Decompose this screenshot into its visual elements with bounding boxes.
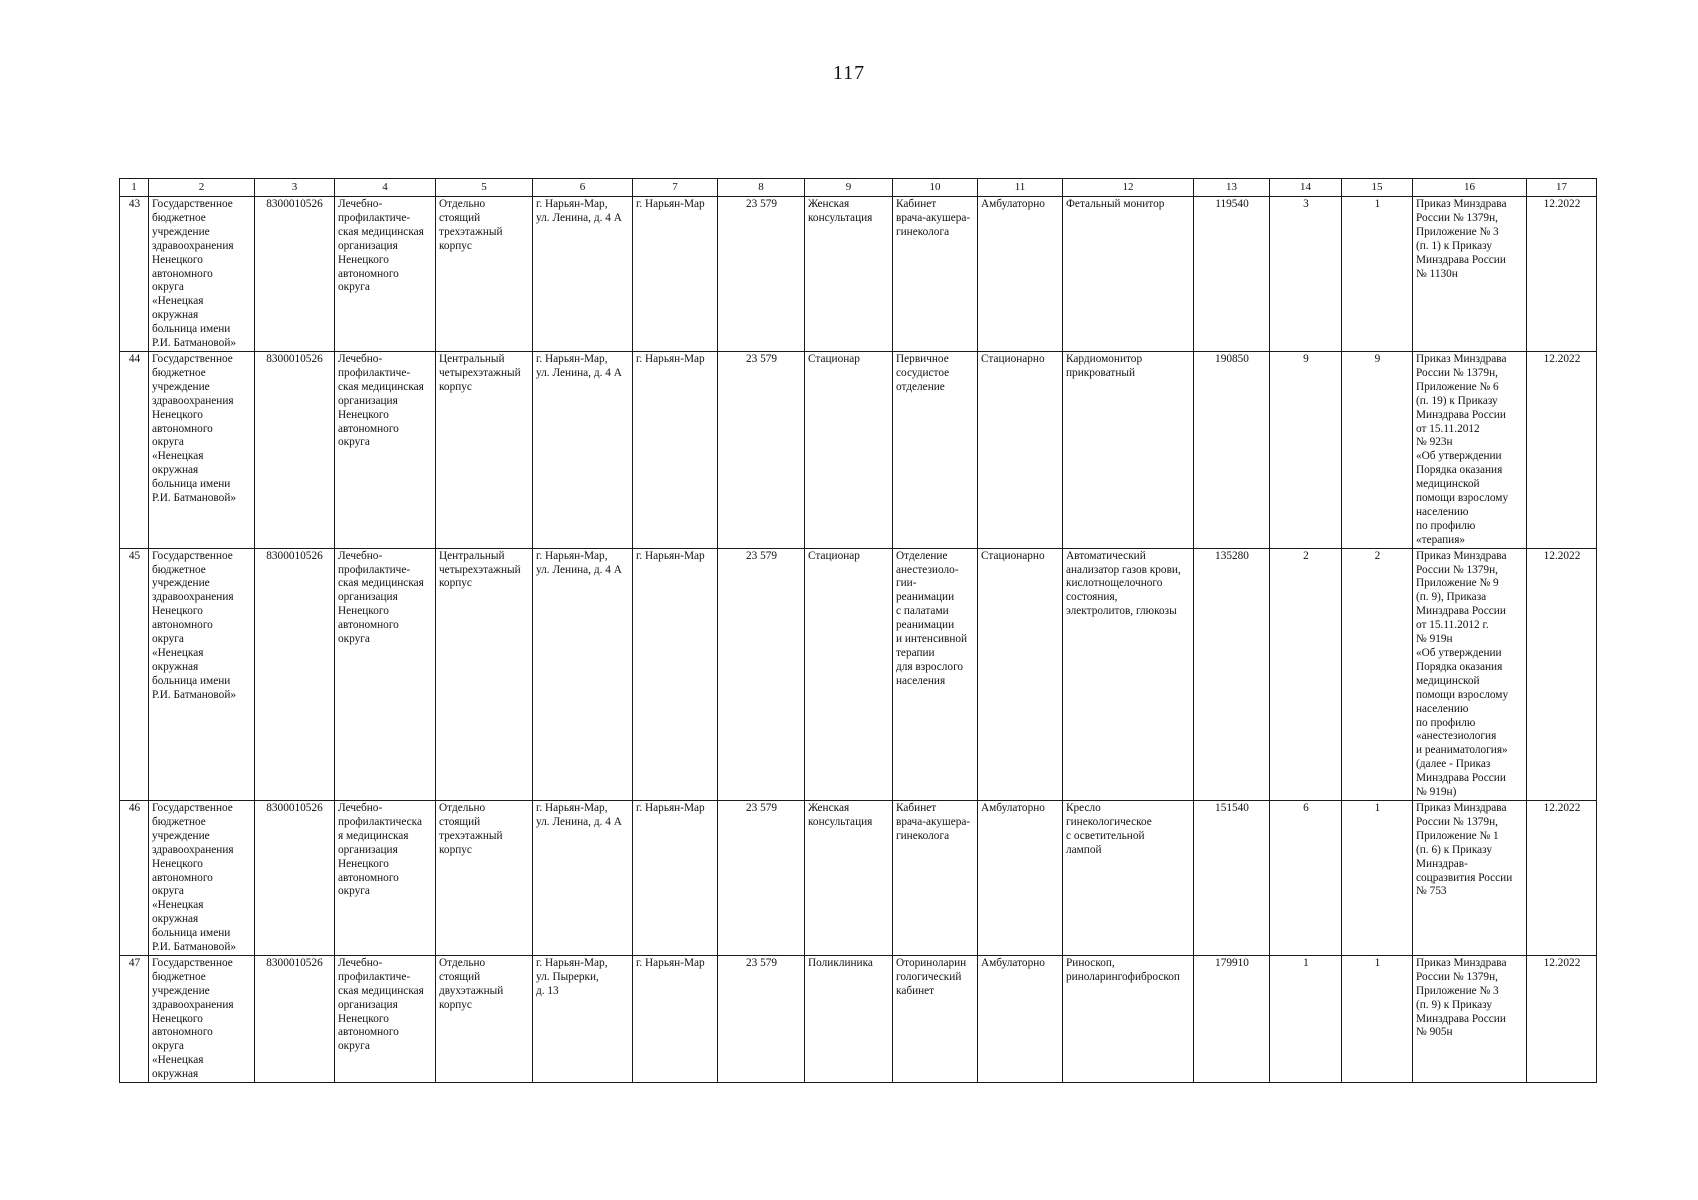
deadline-date: 12.2022 — [1527, 548, 1597, 800]
legal-basis: Приказ Минздрава России № 1379н, Приложение № 6 (п. 19) к Приказу Минздрава России от 15.11.2012 № 923н «Об утверждении Порядка оказания медицинской помощи взрослому населению по профилю «терапия» — [1413, 351, 1527, 548]
department: Отделение анестезиоло- гии- реанимации с палатами реанимации и интенсивной терапии для взрослого населения — [893, 548, 978, 800]
population: 23 579 — [718, 197, 805, 352]
care-form: Стационарно — [978, 548, 1063, 800]
organization-type: Лечебно- профилактиче- ская медицинская организация Ненецкого автономного округа — [335, 351, 436, 548]
inn-code: 8300010526 — [255, 548, 335, 800]
organization-type: Лечебно- профилактиче- ская медицинская организация Ненецкого автономного округа — [335, 197, 436, 352]
department: Кабинет врача-акушера- гинеколога — [893, 197, 978, 352]
address: г. Нарьян-Мар, ул. Ленина, д. 4 А — [533, 351, 633, 548]
address: г. Нарьян-Мар, ул. Ленина, д. 4 А — [533, 800, 633, 955]
unit: Стационар — [805, 351, 893, 548]
building: Отдельно стоящий трехэтажный корпус — [436, 800, 533, 955]
population: 23 579 — [718, 955, 805, 1082]
column-number: 16 — [1413, 179, 1527, 197]
inn-code: 8300010526 — [255, 197, 335, 352]
quantity-planned: 1 — [1342, 955, 1413, 1082]
equipment-name: Автоматический анализатор газов крови, кислотнощелочного состояния, электролитов, глюкозы — [1063, 548, 1194, 800]
quantity-required: 1 — [1270, 955, 1342, 1082]
city: г. Нарьян-Мар — [633, 197, 718, 352]
population: 23 579 — [718, 800, 805, 955]
column-number: 17 — [1527, 179, 1597, 197]
quantity-required: 3 — [1270, 197, 1342, 352]
care-form: Амбулаторно — [978, 197, 1063, 352]
column-number: 10 — [893, 179, 978, 197]
quantity-required: 6 — [1270, 800, 1342, 955]
column-number: 1 — [120, 179, 149, 197]
inn-code: 8300010526 — [255, 800, 335, 955]
equipment-name: Риноскоп, риноларингофиброскоп — [1063, 955, 1194, 1082]
care-form: Амбулаторно — [978, 955, 1063, 1082]
equipment-name: Фетальный монитор — [1063, 197, 1194, 352]
unit: Женская консультация — [805, 197, 893, 352]
organization-type: Лечебно- профилактическа я медицинская организация Ненецкого автономного округа — [335, 800, 436, 955]
row-number: 45 — [120, 548, 149, 800]
column-number: 7 — [633, 179, 718, 197]
quantity-planned: 2 — [1342, 548, 1413, 800]
quantity-planned: 1 — [1342, 800, 1413, 955]
equipment-code: 190850 — [1194, 351, 1270, 548]
column-number: 2 — [149, 179, 255, 197]
unit: Поликлиника — [805, 955, 893, 1082]
quantity-planned: 9 — [1342, 351, 1413, 548]
department: Кабинет врача-акушера- гинеколога — [893, 800, 978, 955]
quantity-planned: 1 — [1342, 197, 1413, 352]
row-number: 43 — [120, 197, 149, 352]
table-row — [120, 800, 1597, 955]
column-number: 11 — [978, 179, 1063, 197]
table-row — [120, 955, 1597, 1082]
page-number: 117 — [832, 62, 866, 84]
table-row — [120, 351, 1597, 548]
institution-name: Государственное бюджетное учреждение здравоохранения Ненецкого автономного округа «Ненецкая окружная — [149, 955, 255, 1082]
column-number: 9 — [805, 179, 893, 197]
address: г. Нарьян-Мар, ул. Ленина, д. 4 А — [533, 197, 633, 352]
department: Первичное сосудистое отделение — [893, 351, 978, 548]
equipment-code: 179910 — [1194, 955, 1270, 1082]
institution-name: Государственное бюджетное учреждение здравоохранения Ненецкого автономного округа «Ненецкая окружная больница имени Р.И. Батмановой» — [149, 351, 255, 548]
legal-basis: Приказ Минздрава России № 1379н, Приложение № 1 (п. 6) к Приказу Минздрав- соцразвития России № 753 — [1413, 800, 1527, 955]
column-number: 5 — [436, 179, 533, 197]
organization-type: Лечебно- профилактиче- ская медицинская организация Ненецкого автономного округа — [335, 548, 436, 800]
column-number: 3 — [255, 179, 335, 197]
column-number: 12 — [1063, 179, 1194, 197]
population: 23 579 — [718, 351, 805, 548]
table-row — [120, 197, 1597, 352]
column-number: 14 — [1270, 179, 1342, 197]
city: г. Нарьян-Мар — [633, 351, 718, 548]
inn-code: 8300010526 — [255, 955, 335, 1082]
institution-name: Государственное бюджетное учреждение здравоохранения Ненецкого автономного округа «Ненецкая окружная больница имени Р.И. Батмановой» — [149, 800, 255, 955]
unit: Стационар — [805, 548, 893, 800]
quantity-required: 9 — [1270, 351, 1342, 548]
department: Оториноларин гологический кабинет — [893, 955, 978, 1082]
care-form: Стационарно — [978, 351, 1063, 548]
building: Центральный четырехэтажный корпус — [436, 351, 533, 548]
deadline-date: 12.2022 — [1527, 197, 1597, 352]
address: г. Нарьян-Мар, ул. Пырерки, д. 13 — [533, 955, 633, 1082]
institution-name: Государственное бюджетное учреждение здравоохранения Ненецкого автономного округа «Ненецкая окружная больница имени Р.И. Батмановой» — [149, 197, 255, 352]
city: г. Нарьян-Мар — [633, 800, 718, 955]
column-number: 6 — [533, 179, 633, 197]
column-number: 4 — [335, 179, 436, 197]
inn-code: 8300010526 — [255, 351, 335, 548]
legal-basis: Приказ Минздрава России № 1379н, Приложение № 3 (п. 1) к Приказу Минздрава России № 1130н — [1413, 197, 1527, 352]
building: Отдельно стоящий трехэтажный корпус — [436, 197, 533, 352]
equipment-code: 135280 — [1194, 548, 1270, 800]
building: Центральный четырехэтажный корпус — [436, 548, 533, 800]
quantity-required: 2 — [1270, 548, 1342, 800]
care-form: Амбулаторно — [978, 800, 1063, 955]
equipment-code: 151540 — [1194, 800, 1270, 955]
deadline-date: 12.2022 — [1527, 800, 1597, 955]
city: г. Нарьян-Мар — [633, 548, 718, 800]
address: г. Нарьян-Мар, ул. Ленина, д. 4 А — [533, 548, 633, 800]
unit: Женская консультация — [805, 800, 893, 955]
row-number: 46 — [120, 800, 149, 955]
equipment-code: 119540 — [1194, 197, 1270, 352]
legal-basis: Приказ Минздрава России № 1379н, Приложение № 3 (п. 9) к Приказу Минздрава России № 905н — [1413, 955, 1527, 1082]
organization-type: Лечебно- профилактиче- ская медицинская организация Ненецкого автономного округа — [335, 955, 436, 1082]
table-row — [120, 548, 1597, 800]
deadline-date: 12.2022 — [1527, 955, 1597, 1082]
row-number: 47 — [120, 955, 149, 1082]
legal-basis: Приказ Минздрава России № 1379н, Приложение № 9 (п. 9), Приказа Минздрава России от 15.11.2012 г. № 919н «Об утверждении Порядка оказания медицинской помощи взрослому населению по профилю «анестезиология и реаниматология» (далее - Приказ Минздрава России № 919н) — [1413, 548, 1527, 800]
equipment-name: Кардиомонитор прикроватный — [1063, 351, 1194, 548]
institution-name: Государственное бюджетное учреждение здравоохранения Ненецкого автономного округа «Ненецкая окружная больница имени Р.И. Батмановой» — [149, 548, 255, 800]
city: г. Нарьян-Мар — [633, 955, 718, 1082]
column-number: 13 — [1194, 179, 1270, 197]
column-number: 15 — [1342, 179, 1413, 197]
population: 23 579 — [718, 548, 805, 800]
row-number: 44 — [120, 351, 149, 548]
column-number-row — [120, 179, 1597, 197]
equipment-table — [119, 178, 1597, 1083]
deadline-date: 12.2022 — [1527, 351, 1597, 548]
equipment-name: Кресло гинекологическое с осветительной лампой — [1063, 800, 1194, 955]
building: Отдельно стоящий двухэтажный корпус — [436, 955, 533, 1082]
column-number: 8 — [718, 179, 805, 197]
